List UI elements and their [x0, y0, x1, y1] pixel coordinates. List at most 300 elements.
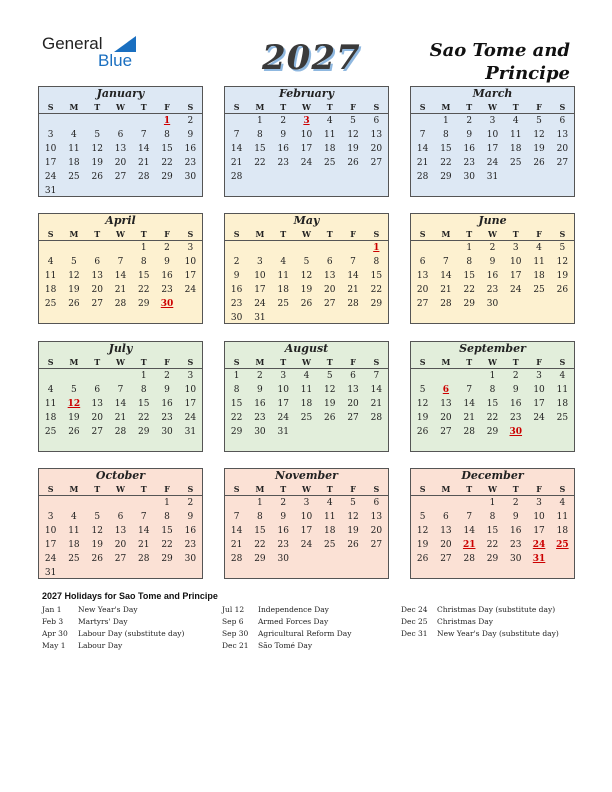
day-cell: 21 [416, 158, 429, 168]
day-cell [295, 241, 318, 255]
day-cell: 7 [140, 130, 147, 140]
day-cell: 23 [486, 285, 499, 295]
day-cell: 12 [556, 257, 569, 267]
day-cell: 4 [280, 257, 287, 267]
day-cell: 15 [254, 526, 266, 536]
month-title: January [96, 87, 145, 100]
day-cell: 11 [324, 512, 336, 522]
weekday-label: S [47, 229, 54, 239]
weekday-label: S [187, 357, 194, 367]
weekday-label: T [512, 229, 519, 239]
day-cell: 7 [373, 371, 380, 381]
day-cell [318, 241, 341, 255]
month-september [410, 341, 575, 452]
day-cell: 27 [440, 554, 452, 564]
weekday-header [225, 356, 388, 369]
country-line-2: Principe [485, 63, 570, 84]
week-row [411, 283, 574, 297]
day-cell: 30 [277, 554, 289, 564]
day-cell: 19 [91, 540, 103, 550]
day-cell: 27 [370, 540, 383, 550]
day-cell: 6 [350, 371, 356, 381]
day-cell: 24 [533, 413, 545, 423]
weekday-label: M [255, 229, 265, 239]
day-cell [411, 369, 434, 383]
holiday-item [42, 640, 184, 652]
weekday-label: T [140, 357, 147, 367]
day-cell: 18 [556, 399, 569, 409]
day-cell: 14 [114, 271, 127, 281]
weekday-header [39, 356, 202, 369]
day-cell [341, 241, 364, 255]
holiday-date: Dec 31 [401, 629, 428, 638]
day-cell: 24 [44, 554, 57, 564]
day-cell: 22 [370, 285, 383, 295]
day-cell: 27 [556, 158, 569, 168]
day-cell: 14 [370, 385, 383, 395]
day-cell: 29 [230, 427, 243, 437]
weekday-label: S [559, 102, 566, 112]
holiday-date: Jan 1 [42, 605, 62, 614]
day-cell: 14 [347, 271, 359, 281]
day-cell: 29 [440, 172, 452, 182]
day-cell: 14 [440, 271, 452, 281]
week-row [225, 269, 388, 283]
day-cell [434, 369, 457, 383]
day-cell: 11 [556, 385, 569, 395]
weekday-label: T [280, 102, 287, 112]
day-cell: 11 [44, 399, 57, 409]
month-title: May [293, 214, 320, 227]
weekday-label: F [536, 484, 542, 494]
week-row [39, 283, 202, 297]
weekday-label: M [69, 229, 79, 239]
day-cell: 3 [280, 371, 287, 381]
day-cell [318, 425, 341, 439]
day-cell: 8 [489, 512, 496, 522]
day-cell [365, 552, 388, 566]
day-cell: 1 [257, 116, 263, 126]
weekday-label: S [233, 484, 240, 494]
weekday-label: F [536, 229, 542, 239]
week-row [225, 241, 388, 255]
day-cell: 4 [326, 498, 333, 508]
day-cell: 27 [347, 413, 359, 423]
day-cell: 16 [463, 144, 475, 154]
day-cell: 22 [138, 285, 150, 295]
day-cell: 17 [277, 399, 289, 409]
week-row [411, 297, 574, 311]
day-cell: 17 [300, 144, 313, 154]
day-cell: 24 [44, 172, 57, 182]
day-cell [551, 297, 574, 311]
day-cell: 27 [91, 299, 103, 309]
weekday-label: S [373, 102, 380, 112]
month-title: April [105, 214, 136, 227]
day-cell: 25 [324, 540, 336, 550]
weekday-label: S [419, 357, 426, 367]
day-cell [458, 496, 481, 510]
day-cell: 28 [138, 554, 150, 564]
day-cell: 13 [370, 512, 383, 522]
day-cell [62, 496, 85, 510]
day-cell [318, 552, 341, 566]
day-cell [62, 114, 85, 128]
day-cell: 3 [512, 243, 519, 253]
day-cell: 7 [117, 385, 124, 395]
day-cell [86, 566, 109, 580]
weekday-label: W [487, 102, 497, 112]
day-cell: 5 [350, 498, 356, 508]
day-cell: 10 [254, 271, 266, 281]
day-cell: 20 [347, 399, 359, 409]
weekday-header [225, 101, 388, 114]
day-cell [527, 425, 550, 439]
day-cell [551, 170, 574, 184]
day-cell: 24 [300, 158, 313, 168]
day-cell: 9 [280, 512, 287, 522]
day-cell: 30 [160, 299, 174, 309]
weekday-label: W [487, 229, 497, 239]
weekday-label: W [115, 102, 125, 112]
day-cell [109, 184, 132, 198]
week-row [39, 255, 202, 269]
weekday-label: W [487, 357, 497, 367]
day-cell: 27 [416, 299, 429, 309]
day-cell: 26 [416, 427, 429, 437]
day-cell: 22 [254, 158, 266, 168]
day-cell: 5 [71, 257, 77, 267]
day-cell: 13 [416, 271, 429, 281]
week-row [225, 496, 388, 510]
day-cell: 19 [324, 399, 336, 409]
day-cell: 18 [44, 285, 57, 295]
day-cell: 8 [373, 257, 380, 267]
weekday-label: S [47, 484, 54, 494]
day-cell: 16 [230, 285, 243, 295]
day-cell: 23 [184, 540, 197, 550]
day-cell: 5 [303, 257, 310, 267]
day-cell: 10 [184, 257, 197, 267]
holiday-item [222, 616, 352, 628]
day-cell: 15 [138, 399, 150, 409]
day-cell: 9 [187, 512, 194, 522]
day-cell: 23 [184, 158, 197, 168]
week-row [225, 311, 388, 325]
day-cell: 9 [280, 130, 287, 140]
day-cell: 30 [509, 427, 523, 437]
week-row [39, 241, 202, 255]
day-cell [62, 241, 85, 255]
weekday-label: F [536, 102, 542, 112]
day-cell: 18 [556, 526, 569, 536]
day-cell: 18 [44, 413, 57, 423]
day-cell: 3 [47, 512, 54, 522]
day-cell: 17 [533, 526, 545, 536]
day-cell: 24 [184, 285, 197, 295]
day-cell: 5 [419, 385, 426, 395]
day-cell: 20 [416, 285, 429, 295]
day-cell [86, 369, 109, 383]
day-cell: 10 [300, 512, 313, 522]
month-june [410, 213, 575, 324]
day-cell: 11 [277, 271, 289, 281]
week-row [39, 411, 202, 425]
day-cell [155, 184, 178, 198]
day-cell: 25 [277, 299, 289, 309]
day-cell [411, 114, 434, 128]
day-cell: 20 [440, 413, 452, 423]
month-title: February [278, 87, 334, 100]
day-cell: 20 [324, 285, 336, 295]
week-row [39, 510, 202, 524]
day-cell [527, 297, 550, 311]
day-cell [295, 425, 318, 439]
weekday-label: T [94, 484, 101, 494]
day-cell: 4 [536, 243, 542, 253]
day-cell: 13 [347, 385, 359, 395]
week-row [225, 283, 388, 297]
month-title: August [284, 342, 329, 355]
day-cell: 20 [440, 540, 452, 550]
day-cell: 1 [443, 116, 449, 126]
day-cell [365, 170, 388, 184]
day-cell: 3 [187, 243, 194, 253]
day-cell: 10 [277, 385, 289, 395]
day-cell: 28 [416, 172, 429, 182]
day-cell [132, 496, 155, 510]
weekday-label: M [441, 229, 451, 239]
day-cell [109, 496, 132, 510]
week-row [39, 184, 202, 198]
weekday-header [39, 228, 202, 241]
day-cell: 25 [324, 158, 336, 168]
day-cell: 27 [114, 554, 127, 564]
day-cell: 21 [370, 399, 383, 409]
day-cell: 29 [138, 299, 150, 309]
day-cell: 20 [370, 144, 383, 154]
day-cell [179, 184, 202, 198]
day-cell: 31 [254, 313, 266, 323]
day-cell: 12 [347, 130, 359, 140]
day-cell [295, 552, 318, 566]
day-cell: 16 [254, 399, 266, 409]
holidays-title: 2027 Holidays for Sao Tome and Principe [42, 591, 218, 601]
holiday-item [222, 604, 352, 616]
day-cell: 17 [510, 271, 522, 281]
day-cell: 19 [533, 144, 545, 154]
day-cell: 18 [277, 285, 289, 295]
day-cell [318, 170, 341, 184]
holiday-name: Agricultural Reform Day [258, 629, 352, 638]
day-cell: 17 [184, 271, 197, 281]
day-cell [295, 170, 318, 184]
day-cell: 11 [533, 257, 545, 267]
day-cell: 6 [373, 116, 380, 126]
weekday-label: S [373, 357, 380, 367]
day-cell: 7 [233, 512, 240, 522]
day-cell: 9 [187, 130, 194, 140]
day-cell: 9 [233, 271, 240, 281]
week-row [225, 425, 388, 439]
day-cell: 19 [300, 285, 313, 295]
day-cell: 4 [512, 116, 519, 126]
day-cell: 14 [138, 144, 150, 154]
day-cell: 26 [556, 285, 569, 295]
day-cell: 19 [556, 271, 569, 281]
day-cell: 28 [440, 299, 452, 309]
day-cell: 23 [161, 285, 173, 295]
day-cell [411, 241, 434, 255]
holiday-item [222, 640, 352, 652]
week-row [225, 255, 388, 269]
weekday-label: F [164, 484, 170, 494]
day-cell [109, 241, 132, 255]
holiday-name: New Year's Day [78, 605, 138, 614]
weekday-label: T [280, 229, 287, 239]
holiday-date: Dec 21 [222, 641, 249, 650]
day-cell: 21 [463, 413, 475, 423]
day-cell: 29 [161, 554, 173, 564]
month-title: November [275, 469, 338, 482]
day-cell [434, 496, 457, 510]
holiday-column [42, 604, 184, 652]
logo-text-blue: Blue [98, 51, 133, 70]
day-cell: 23 [510, 413, 522, 423]
day-cell: 12 [68, 271, 80, 281]
day-cell: 10 [510, 257, 522, 267]
weekday-header [411, 228, 574, 241]
day-cell: 8 [466, 257, 473, 267]
weekday-label: F [350, 484, 356, 494]
day-cell: 21 [138, 540, 150, 550]
holiday-name: Christmas Day [437, 617, 493, 626]
day-cell: 16 [510, 526, 522, 536]
day-cell: 26 [68, 299, 80, 309]
weekday-header [39, 101, 202, 114]
day-cell: 2 [280, 498, 287, 508]
holiday-name: Christmas Day (substitute day) [437, 605, 556, 614]
day-cell [411, 496, 434, 510]
day-cell: 15 [138, 271, 150, 281]
day-cell: 29 [254, 554, 266, 564]
page-title-year: 2027 [262, 38, 361, 78]
day-cell: 4 [71, 512, 77, 522]
day-cell: 8 [164, 130, 170, 140]
weekday-label: M [69, 102, 79, 112]
day-cell: 2 [280, 116, 287, 126]
day-cell: 13 [114, 144, 127, 154]
week-row [411, 241, 574, 255]
day-cell: 12 [416, 399, 429, 409]
day-cell [39, 369, 62, 383]
day-cell: 27 [440, 427, 452, 437]
week-row [411, 538, 574, 552]
day-cell: 22 [254, 540, 266, 550]
week-row [411, 156, 574, 170]
weekday-label: F [164, 357, 170, 367]
day-cell: 30 [184, 554, 197, 564]
holiday-date: Dec 25 [401, 617, 428, 626]
day-cell: 23 [230, 299, 243, 309]
day-cell: 1 [233, 371, 240, 381]
day-cell: 19 [68, 413, 80, 423]
day-cell: 3 [536, 498, 542, 508]
day-cell: 7 [443, 257, 449, 267]
week-row [411, 142, 574, 156]
day-cell: 29 [463, 299, 475, 309]
day-cell: 20 [114, 540, 127, 550]
day-cell: 30 [184, 172, 197, 182]
weekday-label: T [466, 102, 473, 112]
day-cell: 16 [161, 399, 173, 409]
day-cell: 6 [443, 512, 449, 522]
day-cell: 5 [559, 243, 566, 253]
day-cell: 23 [277, 540, 289, 550]
day-cell: 16 [486, 271, 499, 281]
weekday-header [225, 228, 388, 241]
week-row [225, 538, 388, 552]
day-cell: 2 [512, 498, 519, 508]
day-cell: 12 [67, 399, 81, 409]
month-march [410, 86, 575, 197]
weekday-label: S [559, 229, 566, 239]
day-cell: 25 [300, 413, 313, 423]
day-cell [248, 241, 271, 255]
day-cell: 16 [277, 144, 289, 154]
day-cell: 17 [184, 399, 197, 409]
day-cell: 17 [44, 540, 57, 550]
day-cell: 4 [326, 116, 333, 126]
day-cell: 18 [324, 144, 336, 154]
weekday-label: W [487, 484, 497, 494]
day-cell [155, 566, 178, 580]
weekday-label: T [94, 102, 101, 112]
day-cell: 31 [184, 427, 197, 437]
day-cell: 6 [326, 257, 333, 267]
day-cell: 10 [533, 512, 545, 522]
weekday-label: T [326, 102, 333, 112]
day-cell: 12 [91, 526, 103, 536]
day-cell [132, 184, 155, 198]
day-cell: 29 [138, 427, 150, 437]
day-cell: 3 [47, 130, 54, 140]
month-title: September [459, 342, 526, 355]
weekday-label: W [115, 229, 125, 239]
holiday-item [401, 616, 559, 628]
day-cell [109, 369, 132, 383]
weekday-label: T [466, 229, 473, 239]
day-cell: 3 [257, 257, 263, 267]
day-cell: 18 [533, 271, 545, 281]
weekday-label: W [301, 102, 311, 112]
holiday-item [401, 628, 559, 640]
day-cell [318, 311, 341, 325]
weekday-label: F [350, 229, 356, 239]
day-cell: 4 [559, 498, 566, 508]
day-cell: 28 [114, 299, 127, 309]
day-cell: 25 [533, 285, 545, 295]
day-cell: 7 [117, 257, 124, 267]
day-cell: 25 [44, 427, 57, 437]
week-row [39, 114, 202, 128]
month-title: October [95, 469, 146, 482]
day-cell: 22 [230, 413, 243, 423]
day-cell: 8 [164, 512, 170, 522]
day-cell: 8 [233, 385, 240, 395]
week-row [225, 170, 388, 184]
week-row [411, 170, 574, 184]
